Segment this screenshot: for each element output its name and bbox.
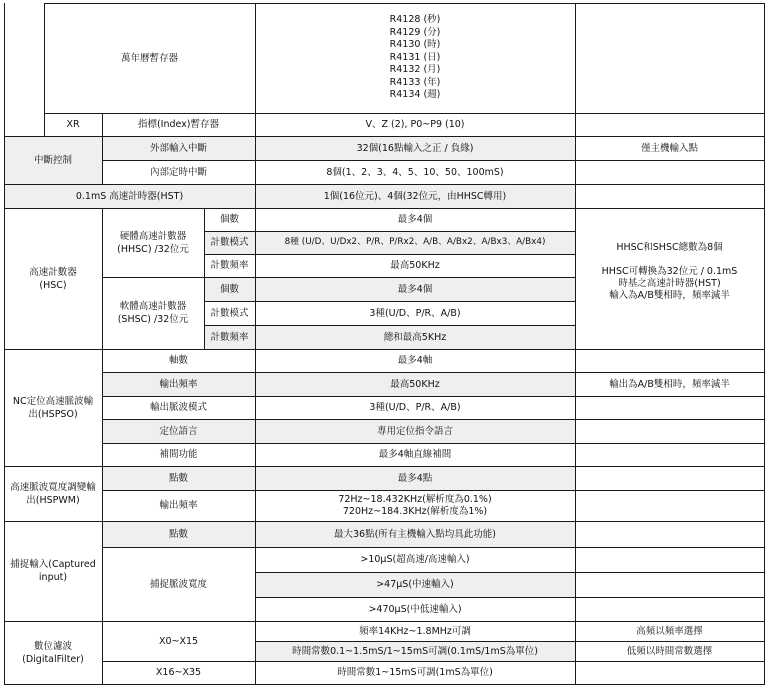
hspso-axes-value: 最多4軸 (397, 355, 433, 366)
rule (102, 208, 103, 685)
capture-width-3: >470μS(中低速輸入) (368, 603, 462, 615)
ext-interrupt-note: 僅主機輸入點 (640, 142, 698, 154)
capture-group-label: 捕捉輸入(Captured input) (10, 559, 96, 583)
filter-x0-time-constant: 時間常數0.1~1.5mS/1~15mS可調(0.1mS/1mS為單位) (255, 641, 575, 661)
hhsc-frequency-label: 計數頻率 (210, 260, 249, 271)
interrupt-group-label: 中斷控制 (4, 136, 102, 184)
rule (255, 3, 256, 685)
hspso-frequency-value: 最高50KHz (255, 372, 575, 396)
hhsc-count-label: 個數 (219, 214, 239, 225)
hsc-note: HHSC和SHSC總數為8個 HHSC可轉換為32位元 / 0.1mS 時基之高速計時器(HST) 輸入為A/B雙相時，頻率減半 (601, 242, 738, 301)
hspso-language-value: 專用定位指令語言 (255, 419, 575, 443)
shsc-count-label: 個數 (204, 277, 255, 301)
filter-x16-label: X16~X35 (155, 667, 202, 678)
rule (4, 184, 764, 185)
shsc-frequency-label: 計數頻率 (204, 325, 255, 349)
hst-value: 1個(16位元)、4個(32位元，由HHSC轉用) (255, 184, 575, 208)
filter-x0-time-note: 低頻以時間常數選擇 (626, 645, 713, 657)
shsc-label: 軟體高速計數器 (SHSC) /32位元 (117, 301, 189, 325)
filter-x0-frequency-note: 高頻以頻率選擇 (636, 625, 703, 637)
hspso-frequency-note: 輸出為A/B雙相時，頻率減半 (609, 378, 730, 390)
rule (102, 661, 764, 662)
rule (4, 208, 764, 209)
capture-width-1: >10μS(超高速/高速輸入) (360, 554, 470, 565)
ext-interrupt-label: 外部輸入中斷 (102, 136, 255, 160)
rule (4, 3, 5, 685)
rule (102, 490, 764, 491)
rule (4, 349, 764, 350)
rule (102, 113, 103, 184)
filter-x0-frequency: 頻率14KHz~1.8MHz可調 (359, 625, 471, 637)
rule (255, 572, 764, 573)
rule (4, 684, 764, 685)
hspso-interpolation-value: 最多4軸直線補間 (378, 449, 452, 460)
hspso-mode-label: 輸出脈波模式 (149, 402, 207, 413)
capture-points-label: 點數 (102, 521, 255, 547)
rule (204, 231, 575, 232)
filter-group-label: 數位濾波 (DigitalFilter) (22, 640, 84, 665)
capture-width-label: 捕捉脈波寬度 (149, 578, 207, 590)
rule (4, 521, 764, 522)
rule (102, 160, 764, 161)
rule (4, 466, 764, 467)
hspso-mode-value: 3種(U/D、P/R、A/B) (369, 402, 461, 413)
rule (102, 443, 764, 444)
rule (204, 254, 575, 255)
hhsc-mode-value: 8種 (U/D、U/Dx2、P/R、P/Rx2、A/B、A/Bx2、A/Bx3、A/Bx4) (255, 231, 575, 254)
filter-x0-label: X0~X15 (158, 635, 199, 647)
rule (204, 208, 205, 349)
rule (44, 113, 764, 114)
hhsc-count-value: 最多4個 (397, 214, 433, 225)
hspso-language-label: 定位語言 (102, 419, 255, 443)
capture-width-2: >47μS(中速輸入) (255, 572, 575, 597)
rule (102, 419, 764, 420)
index-register-label: 指標(Index)暫存器 (137, 119, 220, 130)
hhsc-label: 硬體高速計數器 (HHSC) /32位元 (117, 230, 189, 255)
shsc-mode-value: 3種(U/D、P/R、A/B) (369, 307, 461, 319)
wannian-registers: R4128 (秒) R4129 (分) R4130 (時) R4131 (日) R4132 (月) R4133 (年) R4134 (週) (389, 13, 441, 101)
filter-x16-value: 時間常數1~15mS可調(1mS為單位) (337, 667, 493, 678)
hspso-interpolation-label: 補間功能 (159, 449, 198, 460)
hspwm-points-label: 點數 (102, 466, 255, 490)
internal-timer-interrupt-value: 8個(1、2、3、4、5、10、50、100mS) (326, 166, 504, 178)
rule (4, 621, 764, 622)
rule (204, 301, 575, 302)
rule (44, 3, 45, 136)
shsc-frequency-value: 總和最高5KHz (255, 325, 575, 349)
rule (255, 641, 764, 642)
rule (575, 3, 576, 685)
hhsc-mode-label: 計數模式 (204, 231, 255, 254)
hspwm-group-label: 高速脈波寬度調變輸 出(HSPWM) (10, 481, 96, 506)
rule (102, 372, 764, 373)
hsc-group-label: 高速計數器 (HSC) (29, 266, 77, 291)
hhsc-frequency-value: 最高50KHz (390, 260, 440, 271)
rule (102, 547, 764, 548)
wannian-label: 萬年曆暫存器 (120, 52, 178, 64)
hspso-frequency-label: 輸出頻率 (102, 372, 255, 396)
hspwm-frequency-label: 輸出頻率 (159, 500, 198, 511)
internal-timer-interrupt-label: 內部定時中斷 (149, 166, 207, 178)
index-register-value: V、Z (2), P0~P9 (10) (365, 119, 465, 130)
shsc-mode-label: 計數模式 (210, 307, 249, 319)
rule (44, 3, 764, 4)
hst-label: 0.1mS 高速計時器(HST) (4, 184, 255, 208)
rule (4, 136, 764, 137)
hspwm-frequency-value: 72Hz~18.432KHz(解析度為0.1%) 720Hz~184.3KHz(解析度為1%) (338, 493, 492, 517)
capture-points-value: 最大36點(所有主機輸入點均具此功能) (255, 521, 575, 547)
rule (764, 3, 765, 685)
ext-interrupt-value: 32個(16點輸入之正 / 負緣) (255, 136, 575, 160)
rule (102, 277, 575, 278)
hspso-group-label: NC定位高速脈波輸 出(HSPSO) (12, 395, 94, 420)
rule (102, 396, 764, 397)
hspso-axes-label: 軸數 (168, 355, 188, 366)
rule (204, 325, 575, 326)
shsc-count-value: 最多4個 (255, 277, 575, 301)
xr-label: XR (66, 119, 80, 130)
hspwm-points-value: 最多4點 (255, 466, 575, 490)
rule (255, 597, 764, 598)
